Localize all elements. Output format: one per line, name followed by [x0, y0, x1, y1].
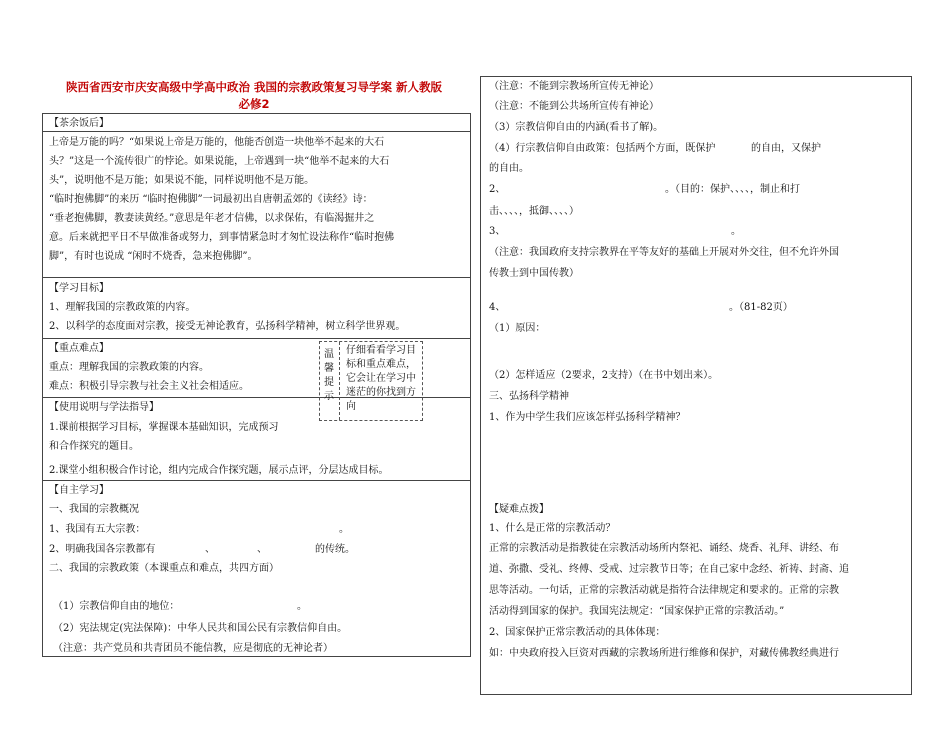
tip-divider	[339, 342, 340, 420]
right-text-line: 击、、、、，抵御、、、、）	[489, 206, 579, 217]
left-text-line: 【茶余饭后】	[49, 118, 109, 129]
row-divider	[43, 480, 470, 481]
left-text-line: 难点：积极引导宗教与社会主义社会相适应。	[49, 381, 249, 392]
right-text-line: 。（目的：保护、、、、，制止和打	[665, 184, 800, 195]
page-title-line-1: 陕西省西安市庆安高级中学高中政治 我国的宗教政策复习导学案 新人教版	[65, 80, 442, 94]
left-text-line: （2）宪法规定(宪法保障)：中华人民共和国公民有宗教信仰自由。	[53, 623, 348, 634]
right-text-line: 【疑难点拨】	[489, 504, 549, 515]
left-text-line: 重点：理解我国的宗教政策的内容。	[49, 362, 209, 373]
right-text-line: 如：中央政府投入巨资对西藏的宗教场所进行维修和保护，对藏传佛教经典进行	[489, 648, 839, 659]
left-text-line: 上帝是万能的吗？“如果说上帝是万能的，他能否创造一块他举不起来的大石	[49, 137, 385, 148]
row-divider	[43, 131, 470, 132]
right-column	[480, 76, 912, 695]
left-text-line: 一、我国的宗教概况	[49, 504, 139, 515]
right-text-line: （注意：不能到公共场所宣传有神论）	[489, 101, 659, 112]
left-text-line: 1、理解我国的宗教政策的内容。	[49, 302, 196, 313]
left-text-line: 2、以科学的态度面对宗教，接受无神论教育，弘扬科学精神，树立科学世界观。	[49, 321, 406, 332]
left-text-line: 1.课前根据学习目标，掌握课本基础知识，完成预习	[49, 422, 279, 433]
right-text-line: （注意：不能到宗教场所宣传无神论）	[489, 81, 659, 92]
row-divider	[43, 277, 470, 278]
left-text-line: “垂老抱佛脚，教妻读黄经。”意思是年老才信佛，以求保佑，有临渴掘井之	[49, 213, 375, 224]
left-text-line: 的传统。	[315, 544, 355, 555]
row-divider	[43, 338, 470, 339]
right-text-line: 活动得到国家的保护。我国宪法规定：“国家保护正常的宗教活动。”	[489, 606, 785, 617]
left-text-line: 、	[257, 544, 267, 555]
page-title-line-2: 必修2	[238, 97, 270, 111]
left-text-line: 二、我国的宗教政策（本课重点和难点，共四方面）	[49, 563, 279, 574]
right-text-line: 思等活动。一句话，正常的宗教活动就是指符合法律规定和要求的。正常的宗教	[489, 585, 839, 596]
right-text-line: 1、什么是正常的宗教活动？	[489, 523, 616, 534]
left-text-line: 和合作探究的题目。	[49, 441, 139, 452]
left-text-line: 、	[205, 544, 215, 555]
right-text-line: 。（81-82页）	[729, 302, 793, 313]
right-text-line: 正常的宗教活动是指教徒在宗教活动场所内祭祀、诵经、烧香、礼拜、讲经、布	[489, 543, 839, 554]
right-text-line: （2）怎样适应（2要求，2支持）（在书中划出来）。	[489, 370, 719, 381]
tip-box	[319, 341, 423, 421]
page-title	[40, 79, 468, 113]
right-text-line: 1、作为中学生我们应该怎样弘扬科学精神？	[489, 412, 686, 423]
left-text-line: （注意：共产党员和共青团员不能信教，应是彻底的无神论者）	[53, 643, 333, 654]
right-text-line: （3）宗教信仰自由的内涵(看书了解)。	[489, 122, 664, 133]
left-text-line: 头？”这是一个流传很广的悖论。如果说能，上帝遇到一块“他举不起来的大石	[49, 156, 390, 167]
right-text-line: （注意：我国政府支持宗教界在平等友好的基础上开展对外交往，但不允许外国	[489, 247, 839, 258]
left-text-line: 。	[339, 524, 349, 535]
left-text-line: （1）宗教信仰自由的地位：	[53, 601, 180, 612]
right-text-line: 的自由，又保护	[751, 143, 821, 154]
left-column	[42, 113, 471, 657]
left-text-line: 1、我国有五大宗教：	[49, 524, 146, 535]
tip-label: 温馨提示	[324, 349, 334, 402]
left-text-line: 【使用说明与学法指导】	[49, 402, 159, 413]
left-text-line: 【学习目标】	[49, 283, 109, 294]
left-text-line: 2.课堂小组积极合作讨论，组内完成合作探究题，展示点评，分层达成目标。	[49, 465, 389, 476]
right-text-line: 的自由。	[489, 163, 529, 174]
tip-text: 仔细看看学习目标和重点难点，它会让在学习中迷茫的你找到方向	[346, 345, 416, 412]
right-text-line: 。	[731, 226, 741, 237]
left-text-line: 【自主学习】	[49, 485, 109, 496]
left-text-line: 【重点难点】	[49, 343, 109, 354]
right-text-line: 三、弘扬科学精神	[489, 391, 569, 402]
right-text-line: 传教士到中国传教）	[489, 268, 579, 279]
left-text-line: 。	[297, 601, 307, 612]
left-text-line: 脚”，有时也说成 “闲时不烧香，急来抱佛脚”。	[49, 251, 258, 262]
left-text-line: “临时抱佛脚”的来历 “临时抱佛脚”一词最初出自唐朝孟郊的《读经》诗：	[49, 194, 373, 205]
right-text-line: （1）原因：	[489, 323, 546, 334]
left-text-line: 头”，说明他不是万能；如果说不能，同样说明他不是万能。	[49, 175, 315, 186]
right-text-line: 4、	[489, 302, 506, 313]
right-text-line: 2、国家保护正常宗教活动的具体体现：	[489, 627, 666, 638]
left-text-line: 意。后来就把平日不早做准备或努力，到事情紧急时才匆忙设法称作“临时抱佛	[49, 232, 395, 243]
right-text-line: 3、	[489, 226, 506, 237]
right-text-line: （4）行宗教信仰自由政策：包括两个方面，既保护	[489, 143, 716, 154]
right-text-line: 2、	[489, 184, 506, 195]
left-text-line: 2、明确我国各宗教都有	[49, 544, 156, 555]
right-text-line: 道、弥撒、受礼、终傅、受戒、过宗教节日等；在自己家中念经、祈祷、封斋、追	[489, 564, 849, 575]
